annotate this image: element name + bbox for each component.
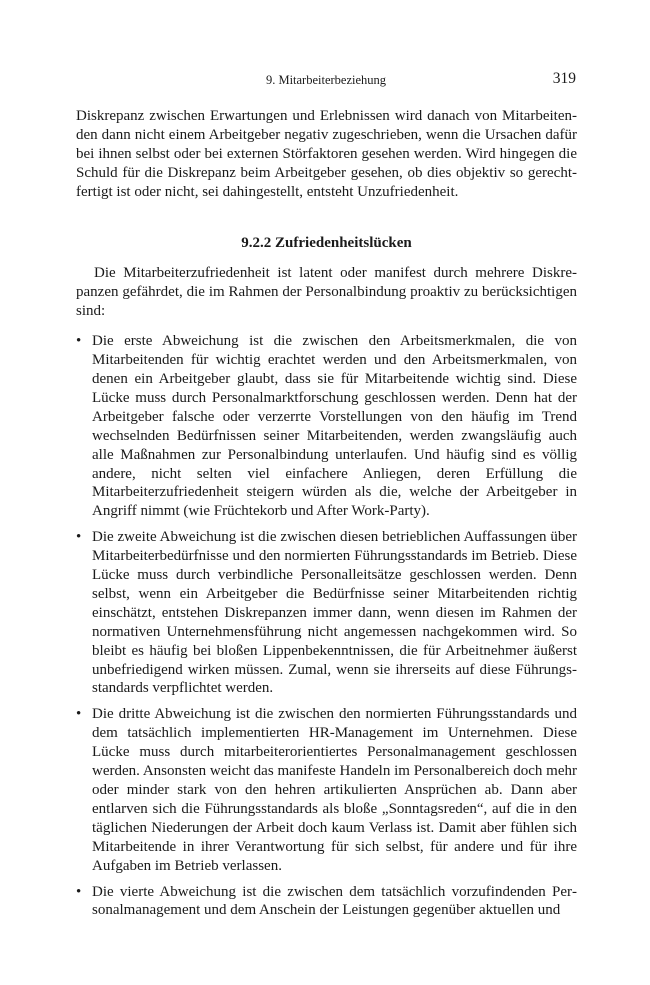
bullet-text: Die dritte Abweichung ist die zwischen den normierten Führungsstandards und dem tatsächlich implementierten HR-Management im Unternehmen. Diese Lücke muss durch mitarbeiterorientiertes Personalmanagement geschlossen werden. Ansonsten weicht das manifeste Handeln im Personalbereich doch mehr oder minder stark von den hehren artikulierten Ansprüchen ab. Dann aber entlarven sich die Führungsstandards als bloße „Sonntagsreden“, auf die in den täglichen Niederungen der Arbeit doch kaum Verlass ist. Damit aber fühlen sich Mitarbeitende in ihrer Verantwortung für sich selbst, für andere und für ihre Aufgaben im Betrieb verlassen.: [92, 706, 577, 874]
bullet-item: [76, 332, 577, 521]
page-number: 319: [552, 70, 576, 87]
bullet-icon: •: [76, 529, 82, 546]
section-intro-paragraph: Die Mitarbeiterzufriedenheit ist latent oder manifest durch mehrere Diskrepanzen gefährdet, die im Rahmen der Personalbindung proaktiv zu berücksichtigen sind:: [76, 265, 577, 320]
bullet-item: [76, 528, 577, 698]
bullet-text: Die erste Abweichung ist die zwischen den Arbeitsmerkmalen, die von Mitarbeitenden für wichtig erachtet werden und den Arbeitsmerkmalen, von denen ein Arbeitgeber glaubt, dass sie für Mitarbeitende wichtig sind. Diese Lücke muss durch Personalmarktforschung geschlossen werden. Denn hat der Arbeitgeber falsche oder verzerrte Vorstellungen von den häufig im Trend wechselnden Bedürfnissen seiner Mitarbeitenden, werden zwangsläufig auch alle Maßnahmen zur Personalbindung unterlaufen. Und häufig sind es völlig andere, nicht selten viel einfachere Anliegen, deren Erfüllung die Mitarbeiterzufriedenheit steigern würden als die, welche der Arbeitgeber in Angriff nimmt (wie Früchtekorb und After Work-Party).: [92, 333, 577, 520]
bullet-icon: •: [76, 883, 82, 900]
section-heading: 9.2.2 Zufriedenheitslücken: [241, 234, 412, 251]
bullet-icon: •: [76, 706, 82, 723]
running-title: 9. Mitarbeiterbeziehung: [265, 73, 387, 87]
page-body: [76, 107, 577, 927]
bullet-item: [76, 883, 577, 921]
bullet-text: Die vierte Abweichung ist die zwischen dem tatsächlich vorzufindenden Personalmanagement und dem Anschein der Leistungen gegenüber aktuellen und: [92, 883, 577, 919]
bullet-list: [76, 332, 577, 920]
running-head: [76, 70, 576, 92]
bullet-icon: •: [76, 333, 82, 350]
bullet-item: [76, 705, 577, 875]
bullet-text: Die zweite Abweichung ist die zwischen diesen betrieblichen Auffassungen über Mitarbeiterbedürfnisse und den normierten Führungsstandards im Betrieb. Diese Lücke muss durch verbindliche Personalleitsätze geschlossen werden. Denn selbst, wenn ein Arbeitgeber die Bedürfnisse seiner Mitarbeitenden richtig einschätzt, entstehen Diskrepanzen immer dann, wenn diesen im Rahmen der normativen Unternehmensführung nicht angemessen nachgekommen wird. So bleibt es häufig bei bloßen Lippenbekenntnissen, die für Arbeitnehmer äußerst unbefriedigend wirken müssen. Zumal, wenn sie ihrerseits auf diese Führungsstandards verpflichtet werden.: [92, 529, 577, 697]
intro-paragraph: Diskrepanz zwischen Erwartungen und Erlebnissen wird danach von Mitarbeitenden dann nicht einem Arbeitgeber negativ zugeschrieben, wenn die Ursachen dafür bei ihnen selbst oder bei externen Störfaktoren gesehen werden. Wird hingegen die Schuld für die Diskrepanz beim Arbeitgeber gesehen, ob dies objektiv so gerechtfertigt ist oder nicht, sei dahingestellt, entsteht Unzufriedenheit.: [76, 108, 577, 200]
